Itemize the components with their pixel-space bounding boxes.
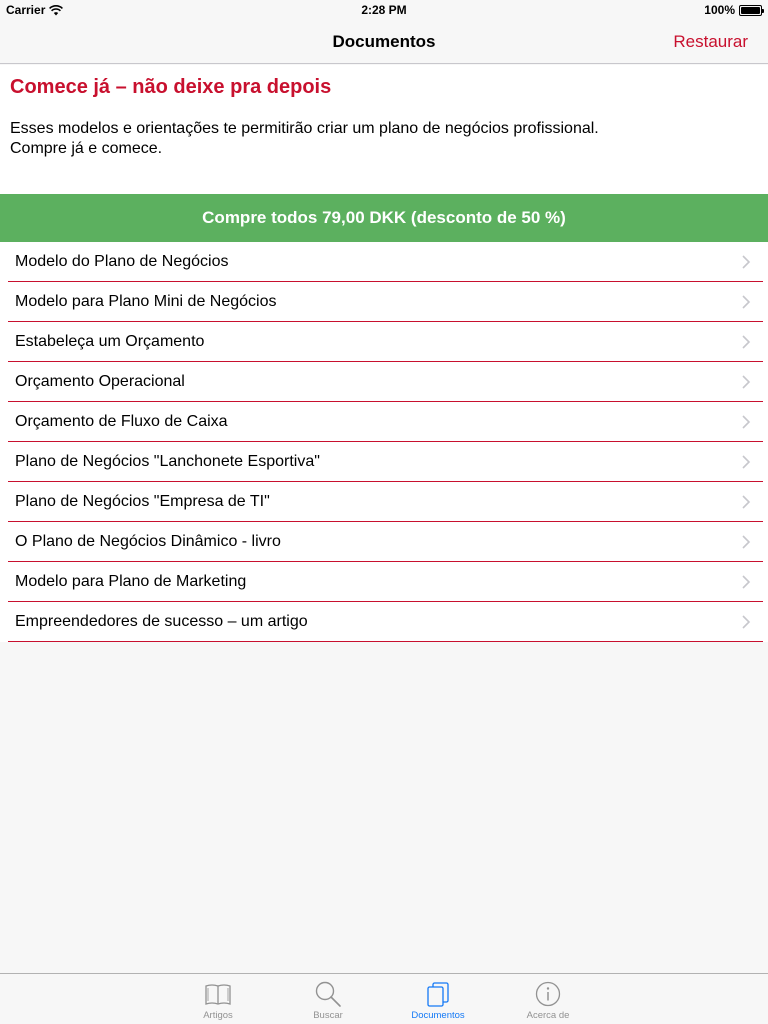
documents-content[interactable]: [0, 65, 768, 973]
document-title: Orçamento de Fluxo de Caixa: [15, 412, 228, 430]
document-title: Estabeleça um Orçamento: [15, 332, 205, 350]
document-item[interactable]: [8, 482, 763, 522]
chevron-right-icon: [739, 495, 753, 509]
document-title: Empreendedores de sucesso – um artigo: [15, 612, 308, 630]
tab-buscar[interactable]: [278, 974, 378, 1024]
chevron-right-icon: [739, 255, 753, 269]
document-item[interactable]: [8, 282, 763, 322]
tab-label: Buscar: [313, 1010, 343, 1021]
document-item[interactable]: [8, 362, 763, 402]
chevron-right-icon: [739, 335, 753, 349]
buy-all-button[interactable]: Compre todos 79,00 DKK (desconto de 50 %): [0, 194, 768, 242]
document-title: Plano de Negócios "Empresa de TI": [15, 492, 270, 510]
page-title: Documentos: [332, 31, 436, 51]
restore-button[interactable]: Restaurar: [673, 32, 748, 51]
intro-section: [0, 65, 768, 194]
document-item[interactable]: [8, 562, 763, 602]
document-title: Modelo do Plano de Negócios: [15, 252, 229, 270]
document-item[interactable]: [8, 602, 763, 642]
document-title: Modelo para Plano de Marketing: [15, 572, 247, 590]
book-icon: [203, 979, 233, 1009]
tab-label: Artigos: [203, 1010, 233, 1021]
document-title: O Plano de Negócios Dinâmico - livro: [15, 532, 281, 550]
wifi-icon: [49, 5, 63, 16]
chevron-right-icon: [739, 575, 753, 589]
document-title: Modelo para Plano Mini de Negócios: [15, 292, 277, 310]
document-item[interactable]: [8, 402, 763, 442]
tab-bar: [0, 973, 768, 1024]
intro-line-2: Compre já e comece.: [10, 140, 163, 157]
battery-icon: [739, 5, 762, 16]
chevron-right-icon: [739, 415, 753, 429]
status-right: [704, 3, 762, 17]
tab-documentos[interactable]: [388, 974, 488, 1024]
document-item[interactable]: [8, 322, 763, 362]
chevron-right-icon: [739, 615, 753, 629]
navigation-bar: [0, 20, 768, 64]
tab-acerca-de[interactable]: [498, 974, 598, 1024]
carrier-label: Carrier: [6, 3, 46, 17]
tab-label: Documentos: [411, 1010, 465, 1021]
tab-artigos[interactable]: [168, 974, 268, 1024]
info-icon: [533, 979, 563, 1009]
status-left: [6, 3, 63, 17]
chevron-right-icon: [739, 535, 753, 549]
intro-line-1: Esses modelos e orientações te permitirão criar um plano de negócios profissional.: [10, 120, 599, 137]
document-item[interactable]: [8, 442, 763, 482]
chevron-right-icon: [739, 455, 753, 469]
chevron-right-icon: [739, 295, 753, 309]
search-icon: [313, 979, 343, 1009]
documents-icon: [423, 979, 453, 1009]
status-bar: [0, 0, 768, 20]
document-item[interactable]: [8, 242, 763, 282]
document-item[interactable]: [8, 522, 763, 562]
intro-text: [10, 119, 758, 159]
document-title: Plano de Negócios "Lanchonete Esportiva": [15, 452, 320, 470]
tab-label: Acerca de: [526, 1010, 570, 1021]
document-list: [0, 242, 768, 642]
battery-percent: 100%: [704, 3, 735, 17]
document-title: Orçamento Operacional: [15, 372, 185, 390]
chevron-right-icon: [739, 375, 753, 389]
battery-fill: [741, 7, 760, 14]
intro-heading: Comece já – não deixe pra depois: [10, 76, 332, 98]
status-time: 2:28 PM: [361, 3, 407, 17]
